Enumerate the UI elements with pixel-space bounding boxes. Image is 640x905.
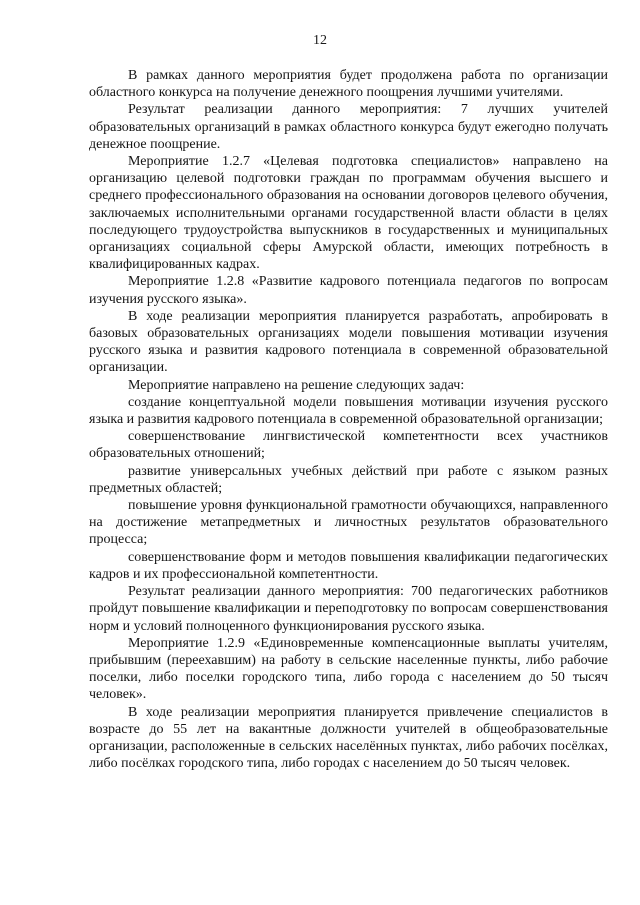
- paragraph-contest-result: Результат реализации данного мероприятия: 7 лучших учителей образовательных организаций в рамках областного конкурса будут ежегодно получать денежное поощрение.: [89, 102, 608, 152]
- paragraph-tasks-intro: Мероприятие направлено на решение следующих задач:: [128, 377, 465, 393]
- task-item-learning-actions: развитие универсальных учебных действий при работе с языком разных предметных областей;: [89, 463, 608, 496]
- document-body: [89, 67, 608, 772]
- task-item-functional-literacy: повышение уровня функциональной грамотности обучающихся, направленного на достижение метапредметных и личностных результатов образовательного процесса;: [89, 498, 608, 548]
- page-number: 12: [313, 33, 327, 48]
- paragraph-measure-1-2-9: Мероприятие 1.2.9 «Единовременные компенсационные выплаты учителям, прибывшим (переехавшим) на работу в сельские населенные пункты, либо рабочие поселки, либо поселки городского типа, либо города с населением до 50 тысяч человек».: [89, 635, 608, 703]
- task-item-concept-model: создание концептуальной модели повышения мотивации изучения русского языка и развития кадрового потенциала в современной образовательной организации;: [89, 394, 608, 428]
- paragraph-contest-continuation: В рамках данного мероприятия будет продолжена работа по организации областного конкурса на получение денежного поощрения лучшими учителями.: [89, 68, 608, 101]
- paragraph-measure-1-2-7: Мероприятие 1.2.7 «Целевая подготовка специалистов» направлено на организацию целевой подготовки граждан по программам обучения высшего и среднего профессионального образования на основании договоров целевого обучения, заключаемых исполнительными органами государственной власти области в целях последующего трудоустройства выпускников в государственных и муниципальных организациях социальной сферы Амурской области, имеющих потребность в квалифицированных кадрах.: [89, 154, 608, 273]
- task-item-qualification-methods: совершенствование форм и методов повышения квалификации педагогических кадров и их профессиональной компетентности.: [89, 549, 608, 582]
- paragraph-specialists-attraction: В ходе реализации мероприятия планируется привлечение специалистов в возрасте до 55 лет на вакантные должности учителей в общеобразовательные организации, расположенные в сельских населённых пунктах, либо рабочих посёлках, либо посёлках городского типа, либо городах с населением до 50 тысяч человек.: [89, 704, 608, 772]
- paragraph-measure-1-2-8: Мероприятие 1.2.8 «Развитие кадрового потенциала педагогов по вопросам изучения русского языка».: [89, 274, 608, 307]
- task-item-linguistic-competence: совершенствование лингвистической компетентности всех участников образовательных отношений;: [89, 429, 608, 462]
- paragraph-russian-result: Результат реализации данного мероприятия: 700 педагогических работников пройдут повышение квалификации и переподготовку по вопросам совершенствования норм и условий полноценного функционирования русского языка.: [89, 584, 608, 634]
- paragraph-russian-models: В ходе реализации мероприятия планируется разработать, апробировать в базовых образовательных организациях модели повышения мотивации изучения русского языка и развития кадрового потенциала в современной образовательной организации.: [89, 308, 608, 376]
